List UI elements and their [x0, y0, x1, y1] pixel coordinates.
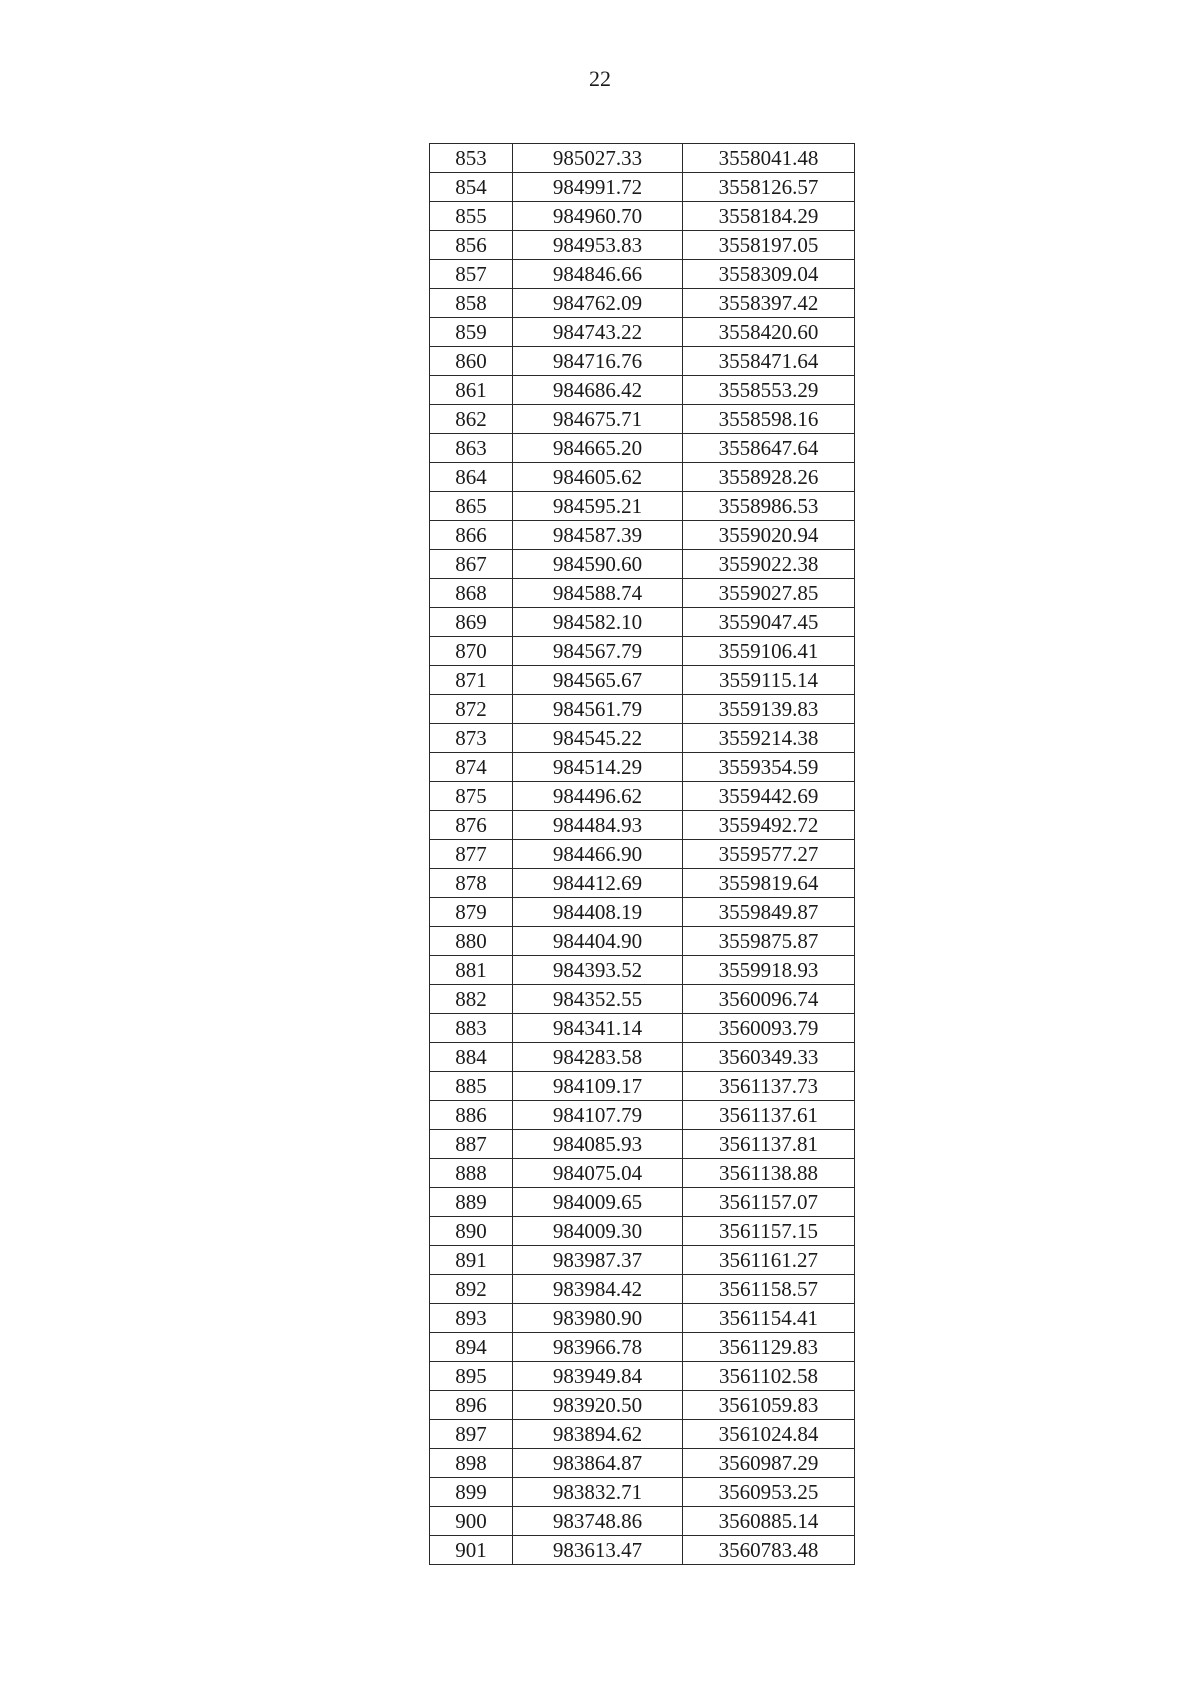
x-coordinate-cell: 984686.42 [513, 376, 683, 405]
x-coordinate-cell: 984109.17 [513, 1072, 683, 1101]
y-coordinate-cell: 3559214.38 [683, 724, 855, 753]
y-coordinate-cell: 3560096.74 [683, 985, 855, 1014]
point-number-cell: 867 [430, 550, 513, 579]
table-row [430, 1391, 855, 1420]
y-coordinate-cell: 3559492.72 [683, 811, 855, 840]
y-coordinate-cell: 3559106.41 [683, 637, 855, 666]
page-number: 22 [589, 66, 611, 91]
y-coordinate-cell: 3558986.53 [683, 492, 855, 521]
point-number-cell: 886 [430, 1101, 513, 1130]
y-coordinate-cell: 3559819.64 [683, 869, 855, 898]
table-row [430, 1072, 855, 1101]
point-number-cell: 868 [430, 579, 513, 608]
x-coordinate-cell: 984675.71 [513, 405, 683, 434]
point-number-cell: 898 [430, 1449, 513, 1478]
x-coordinate-cell: 984716.76 [513, 347, 683, 376]
table-row [430, 231, 855, 260]
y-coordinate-cell: 3561024.84 [683, 1420, 855, 1449]
point-number-cell: 880 [430, 927, 513, 956]
x-coordinate-cell: 983748.86 [513, 1507, 683, 1536]
x-coordinate-cell: 984484.93 [513, 811, 683, 840]
point-number-cell: 861 [430, 376, 513, 405]
table-row [430, 1014, 855, 1043]
y-coordinate-cell: 3558471.64 [683, 347, 855, 376]
point-number-cell: 897 [430, 1420, 513, 1449]
table-row [430, 202, 855, 231]
point-number-cell: 857 [430, 260, 513, 289]
y-coordinate-cell: 3561158.57 [683, 1275, 855, 1304]
table-row [430, 347, 855, 376]
point-number-cell: 894 [430, 1333, 513, 1362]
point-number-cell: 881 [430, 956, 513, 985]
x-coordinate-cell: 985027.33 [513, 144, 683, 173]
table-row [430, 463, 855, 492]
x-coordinate-cell: 984352.55 [513, 985, 683, 1014]
x-coordinate-cell: 983949.84 [513, 1362, 683, 1391]
point-number-cell: 888 [430, 1159, 513, 1188]
x-coordinate-cell: 984846.66 [513, 260, 683, 289]
y-coordinate-cell: 3561138.88 [683, 1159, 855, 1188]
table-row [430, 434, 855, 463]
y-coordinate-cell: 3560349.33 [683, 1043, 855, 1072]
x-coordinate-cell: 984085.93 [513, 1130, 683, 1159]
table-row [430, 376, 855, 405]
y-coordinate-cell: 3558598.16 [683, 405, 855, 434]
x-coordinate-cell: 984404.90 [513, 927, 683, 956]
y-coordinate-cell: 3559918.93 [683, 956, 855, 985]
point-number-cell: 874 [430, 753, 513, 782]
point-number-cell: 900 [430, 1507, 513, 1536]
point-number-cell: 890 [430, 1217, 513, 1246]
table-row [430, 1478, 855, 1507]
x-coordinate-cell: 983980.90 [513, 1304, 683, 1333]
x-coordinate-cell: 984582.10 [513, 608, 683, 637]
table-row [430, 637, 855, 666]
x-coordinate-cell: 984466.90 [513, 840, 683, 869]
x-coordinate-cell: 984009.65 [513, 1188, 683, 1217]
table-row [430, 173, 855, 202]
table-row [430, 579, 855, 608]
y-coordinate-cell: 3561137.73 [683, 1072, 855, 1101]
y-coordinate-cell: 3561161.27 [683, 1246, 855, 1275]
table-row [430, 608, 855, 637]
y-coordinate-cell: 3560987.29 [683, 1449, 855, 1478]
y-coordinate-cell: 3558197.05 [683, 231, 855, 260]
table-row [430, 985, 855, 1014]
x-coordinate-cell: 983966.78 [513, 1333, 683, 1362]
y-coordinate-cell: 3559020.94 [683, 521, 855, 550]
y-coordinate-cell: 3559115.14 [683, 666, 855, 695]
y-coordinate-cell: 3561129.83 [683, 1333, 855, 1362]
y-coordinate-cell: 3561137.81 [683, 1130, 855, 1159]
x-coordinate-cell: 984341.14 [513, 1014, 683, 1043]
point-number-cell: 858 [430, 289, 513, 318]
table-row [430, 724, 855, 753]
table-row [430, 1101, 855, 1130]
table-row [430, 1536, 855, 1565]
y-coordinate-cell: 3561059.83 [683, 1391, 855, 1420]
x-coordinate-cell: 984665.20 [513, 434, 683, 463]
point-number-cell: 876 [430, 811, 513, 840]
point-number-cell: 855 [430, 202, 513, 231]
point-number-cell: 901 [430, 1536, 513, 1565]
x-coordinate-cell: 983894.62 [513, 1420, 683, 1449]
point-number-cell: 864 [430, 463, 513, 492]
x-coordinate-cell: 984496.62 [513, 782, 683, 811]
y-coordinate-cell: 3560953.25 [683, 1478, 855, 1507]
x-coordinate-cell: 984565.67 [513, 666, 683, 695]
table-row [430, 666, 855, 695]
table-row [430, 898, 855, 927]
point-number-cell: 887 [430, 1130, 513, 1159]
point-number-cell: 899 [430, 1478, 513, 1507]
x-coordinate-cell: 984393.52 [513, 956, 683, 985]
table-row [430, 811, 855, 840]
point-number-cell: 853 [430, 144, 513, 173]
x-coordinate-cell: 984514.29 [513, 753, 683, 782]
x-coordinate-cell: 983987.37 [513, 1246, 683, 1275]
x-coordinate-cell: 984605.62 [513, 463, 683, 492]
table-row [430, 492, 855, 521]
x-coordinate-cell: 984567.79 [513, 637, 683, 666]
y-coordinate-cell: 3558553.29 [683, 376, 855, 405]
table-row [430, 550, 855, 579]
y-coordinate-cell: 3558420.60 [683, 318, 855, 347]
table-row [430, 1043, 855, 1072]
x-coordinate-cell: 984588.74 [513, 579, 683, 608]
x-coordinate-cell: 984408.19 [513, 898, 683, 927]
y-coordinate-cell: 3560885.14 [683, 1507, 855, 1536]
y-coordinate-cell: 3559354.59 [683, 753, 855, 782]
x-coordinate-cell: 984743.22 [513, 318, 683, 347]
table-row [430, 840, 855, 869]
y-coordinate-cell: 3560093.79 [683, 1014, 855, 1043]
x-coordinate-cell: 984412.69 [513, 869, 683, 898]
point-number-cell: 884 [430, 1043, 513, 1072]
point-number-cell: 860 [430, 347, 513, 376]
table-row [430, 1130, 855, 1159]
point-number-cell: 889 [430, 1188, 513, 1217]
x-coordinate-cell: 984587.39 [513, 521, 683, 550]
y-coordinate-cell: 3561154.41 [683, 1304, 855, 1333]
x-coordinate-cell: 983920.50 [513, 1391, 683, 1420]
x-coordinate-cell: 984283.58 [513, 1043, 683, 1072]
point-number-cell: 879 [430, 898, 513, 927]
y-coordinate-cell: 3559442.69 [683, 782, 855, 811]
table-row [430, 1362, 855, 1391]
y-coordinate-cell: 3558647.64 [683, 434, 855, 463]
point-number-cell: 896 [430, 1391, 513, 1420]
point-number-cell: 872 [430, 695, 513, 724]
point-number-cell: 883 [430, 1014, 513, 1043]
y-coordinate-cell: 3561157.15 [683, 1217, 855, 1246]
table-row [430, 289, 855, 318]
x-coordinate-cell: 984009.30 [513, 1217, 683, 1246]
table-row [430, 695, 855, 724]
point-number-cell: 863 [430, 434, 513, 463]
x-coordinate-cell: 983984.42 [513, 1275, 683, 1304]
point-number-cell: 854 [430, 173, 513, 202]
point-number-cell: 895 [430, 1362, 513, 1391]
y-coordinate-cell: 3560783.48 [683, 1536, 855, 1565]
y-coordinate-cell: 3558397.42 [683, 289, 855, 318]
y-coordinate-cell: 3558126.57 [683, 173, 855, 202]
point-number-cell: 875 [430, 782, 513, 811]
table-row [430, 1246, 855, 1275]
table-row [430, 1304, 855, 1333]
y-coordinate-cell: 3559047.45 [683, 608, 855, 637]
y-coordinate-cell: 3558184.29 [683, 202, 855, 231]
x-coordinate-cell: 983864.87 [513, 1449, 683, 1478]
y-coordinate-cell: 3559849.87 [683, 898, 855, 927]
point-number-cell: 870 [430, 637, 513, 666]
point-number-cell: 882 [430, 985, 513, 1014]
x-coordinate-cell: 984561.79 [513, 695, 683, 724]
y-coordinate-cell: 3558041.48 [683, 144, 855, 173]
x-coordinate-cell: 983613.47 [513, 1536, 683, 1565]
table-row [430, 405, 855, 434]
point-number-cell: 856 [430, 231, 513, 260]
table-row [430, 521, 855, 550]
point-number-cell: 873 [430, 724, 513, 753]
point-number-cell: 877 [430, 840, 513, 869]
y-coordinate-cell: 3558309.04 [683, 260, 855, 289]
x-coordinate-cell: 984991.72 [513, 173, 683, 202]
point-number-cell: 866 [430, 521, 513, 550]
x-coordinate-cell: 984590.60 [513, 550, 683, 579]
table-row [430, 1217, 855, 1246]
table-row [430, 956, 855, 985]
coordinates-table [429, 143, 855, 1565]
y-coordinate-cell: 3561102.58 [683, 1362, 855, 1391]
x-coordinate-cell: 984107.79 [513, 1101, 683, 1130]
table-row [430, 260, 855, 289]
table-row [430, 318, 855, 347]
point-number-cell: 878 [430, 869, 513, 898]
point-number-cell: 893 [430, 1304, 513, 1333]
y-coordinate-cell: 3559027.85 [683, 579, 855, 608]
table-row [430, 782, 855, 811]
y-coordinate-cell: 3561157.07 [683, 1188, 855, 1217]
y-coordinate-cell: 3559022.38 [683, 550, 855, 579]
x-coordinate-cell: 984762.09 [513, 289, 683, 318]
point-number-cell: 891 [430, 1246, 513, 1275]
x-coordinate-cell: 984953.83 [513, 231, 683, 260]
table-row [430, 1420, 855, 1449]
table-row [430, 1159, 855, 1188]
y-coordinate-cell: 3559577.27 [683, 840, 855, 869]
table-row [430, 927, 855, 956]
x-coordinate-cell: 984960.70 [513, 202, 683, 231]
point-number-cell: 865 [430, 492, 513, 521]
table-row [430, 753, 855, 782]
point-number-cell: 862 [430, 405, 513, 434]
point-number-cell: 871 [430, 666, 513, 695]
y-coordinate-cell: 3559139.83 [683, 695, 855, 724]
y-coordinate-cell: 3558928.26 [683, 463, 855, 492]
table-row [430, 869, 855, 898]
table-row [430, 1275, 855, 1304]
table-row [430, 144, 855, 173]
point-number-cell: 892 [430, 1275, 513, 1304]
table-row [430, 1449, 855, 1478]
x-coordinate-cell: 984545.22 [513, 724, 683, 753]
point-number-cell: 869 [430, 608, 513, 637]
x-coordinate-cell: 984075.04 [513, 1159, 683, 1188]
y-coordinate-cell: 3561137.61 [683, 1101, 855, 1130]
y-coordinate-cell: 3559875.87 [683, 927, 855, 956]
x-coordinate-cell: 984595.21 [513, 492, 683, 521]
x-coordinate-cell: 983832.71 [513, 1478, 683, 1507]
table-row [430, 1333, 855, 1362]
coordinates-table-body [430, 144, 855, 1565]
point-number-cell: 885 [430, 1072, 513, 1101]
table-row [430, 1188, 855, 1217]
point-number-cell: 859 [430, 318, 513, 347]
table-row [430, 1507, 855, 1536]
